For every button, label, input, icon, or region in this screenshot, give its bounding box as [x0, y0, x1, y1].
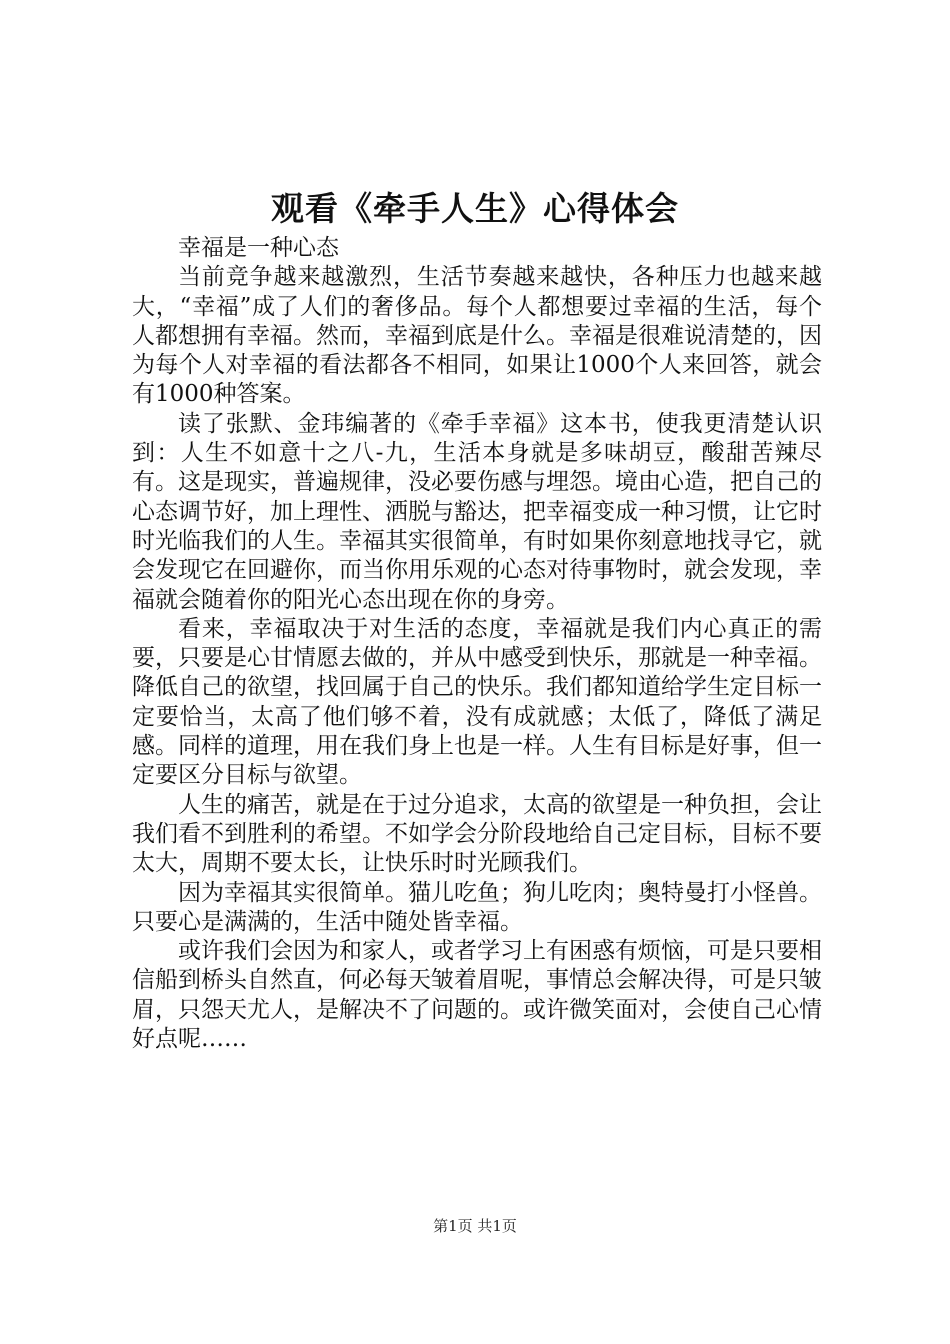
page-number-footer: 第1页 共1页 [433, 1217, 517, 1235]
paragraph: 或许我们会因为和家人，或者学习上有困惑有烦恼，可是只要相信船到桥头自然直，何必每天皱着眉呢，事情总会解决得，可是只皱眉，只怨天尤人，是解决不了问题的。或许微笑面对，会使自己心情好点呢…… [132, 938, 822, 1053]
paragraph-heading: 幸福是一种心态 [178, 235, 339, 261]
paragraph: 因为幸福其实很简单。猫儿吃鱼；狗儿吃肉；奥特曼打小怪兽。只要心是满满的，生活中随处皆幸福。 [132, 879, 822, 935]
paragraph: 当前竞争越来越激烈，生活节奏越来越快，各种压力也越来越大，“幸福”成了人们的奢侈品。每个人都想要过幸福的生活，每个人都想拥有幸福。然而，幸福到底是什么。幸福是很难说清楚的，因为每个人对幸福的看法都各不相同，如果让1000个人来回答，就会有1000种答案。 [132, 264, 822, 408]
paragraph: 人生的痛苦，就是在于过分追求，太高的欲望是一种负担，会让我们看不到胜利的希望。不如学会分阶段地给自己定目标，目标不要太大，周期不要太长，让快乐时时光顾我们。 [132, 791, 822, 877]
paragraph: 看来，幸福取决于对生活的态度，幸福就是我们内心真正的需要，只要是心甘情愿去做的，并从中感受到快乐，那就是一种幸福。降低自己的欲望，找回属于自己的快乐。我们都知道给学生定目标一定要恰当，太高了他们够不着，没有成就感；太低了，降低了满足感。同样的道理，用在我们身上也是一样。人生有目标是好事，但一定要区分目标与欲望。 [132, 615, 822, 789]
paragraph: 读了张默、金玮编著的《牵手幸福》这本书，使我更清楚认识到：人生不如意十之八-九，生活本身就是多味胡豆，酸甜苦辣尽有。这是现实，普遍规律，没必要伤感与埋怨。境由心造，把自己的心态调节好，加上理性、洒脱与豁达，把幸福变成一种习惯，让它时时光临我们的人生。幸福其实很简单，有时如果你刻意地找寻它，就会发现它在回避你，而当你用乐观的心态对待事物时，就会发现，幸福就会随着你的阳光心态出现在你的身旁。 [132, 410, 822, 613]
document-body [132, 234, 822, 1054]
page-title: 观看《牵手人生》心得体会 [271, 189, 679, 228]
